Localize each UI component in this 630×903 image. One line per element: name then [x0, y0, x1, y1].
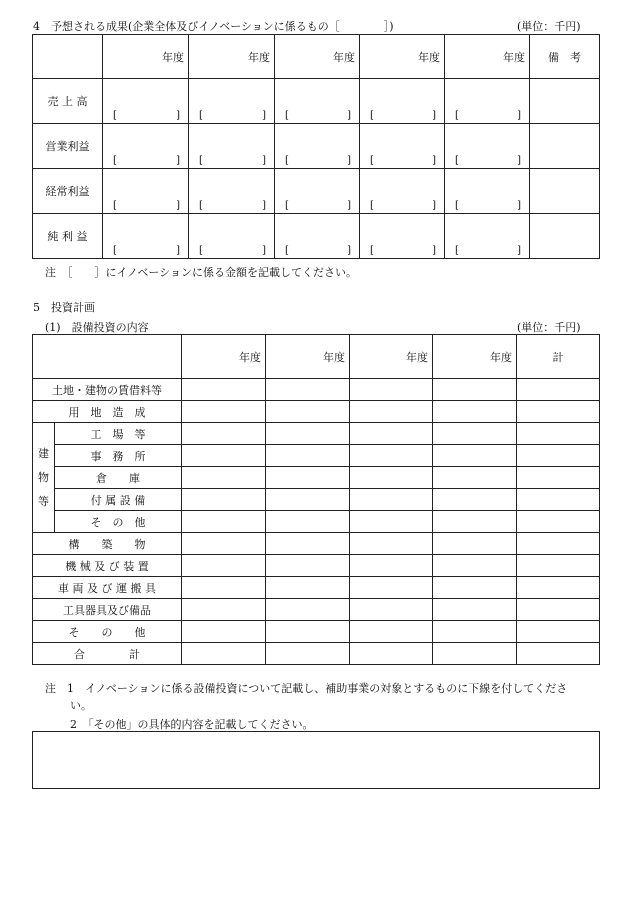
forecast-row-label: 純 利 益	[33, 214, 103, 259]
amount-cell[interactable]	[266, 511, 350, 533]
investment-row-label: 事 務 所	[55, 445, 182, 467]
bracket-cell[interactable]: [ ]	[445, 79, 530, 124]
bracket-cell[interactable]: [ ]	[445, 214, 530, 259]
amount-cell[interactable]	[433, 467, 517, 489]
amount-cell[interactable]	[182, 643, 266, 665]
year-header: 年度	[360, 35, 445, 79]
amount-cell[interactable]	[350, 533, 433, 555]
header-blank	[33, 35, 103, 79]
investment-row	[33, 467, 600, 489]
amount-cell[interactable]	[266, 489, 350, 511]
amount-cell[interactable]	[266, 599, 350, 621]
amount-cell[interactable]	[266, 555, 350, 577]
amount-cell[interactable]	[517, 489, 600, 511]
amount-cell[interactable]	[182, 401, 266, 423]
forecast-row-label: 売 上 高	[33, 79, 103, 124]
amount-cell[interactable]	[182, 467, 266, 489]
investment-row	[33, 489, 600, 511]
amount-cell[interactable]	[266, 577, 350, 599]
amount-cell[interactable]	[182, 533, 266, 555]
investment-total-row	[33, 643, 600, 665]
amount-cell[interactable]	[433, 423, 517, 445]
investment-row	[33, 401, 600, 423]
amount-cell[interactable]	[350, 467, 433, 489]
year-header: 年度	[103, 35, 189, 79]
remarks-header: 備 考	[530, 35, 600, 79]
amount-cell[interactable]	[433, 577, 517, 599]
remarks-cell[interactable]	[530, 124, 600, 169]
section5-note1: 注 1 イノベーションに係る設備投資について記載し、補助事業の対象とするものに下線を付してくださ	[45, 682, 568, 695]
amount-cell[interactable]	[517, 577, 600, 599]
amount-cell[interactable]	[350, 621, 433, 643]
remarks-cell[interactable]	[530, 214, 600, 259]
bracket-cell[interactable]: [ ]	[360, 214, 445, 259]
remarks-cell[interactable]	[530, 79, 600, 124]
amount-cell[interactable]	[517, 467, 600, 489]
amount-cell[interactable]	[266, 533, 350, 555]
forecast-table	[32, 34, 600, 259]
amount-cell[interactable]	[433, 511, 517, 533]
bracket-cell[interactable]: [ ]	[360, 124, 445, 169]
investment-row-label: 合 計	[33, 643, 182, 665]
amount-cell[interactable]	[517, 599, 600, 621]
forecast-row	[33, 124, 600, 169]
section5-subheading: (1) 設備投資の内容	[45, 321, 149, 334]
amount-cell[interactable]	[433, 445, 517, 467]
bracket-cell[interactable]: [ ]	[189, 124, 275, 169]
investment-row-label: 構 築 物	[33, 533, 182, 555]
amount-cell[interactable]	[433, 489, 517, 511]
amount-cell[interactable]	[517, 643, 600, 665]
amount-cell[interactable]	[433, 643, 517, 665]
investment-row	[33, 379, 600, 401]
amount-cell[interactable]	[517, 533, 600, 555]
amount-cell[interactable]	[182, 577, 266, 599]
forecast-row	[33, 169, 600, 214]
total-header: 計	[517, 335, 600, 379]
section4-heading: 4 予想される成果(企業全体及びイノベーションに係るもの［ ］)	[33, 20, 394, 33]
amount-cell[interactable]	[517, 511, 600, 533]
investment-row-label: 工 場 等	[55, 423, 182, 445]
amount-cell[interactable]	[517, 401, 600, 423]
forecast-header-row	[33, 35, 600, 79]
investment-row-label: 機 械 及 び 装 置	[33, 555, 182, 577]
investment-row	[33, 577, 600, 599]
amount-cell[interactable]	[350, 511, 433, 533]
investment-row-label: 倉 庫	[55, 467, 182, 489]
amount-cell[interactable]	[517, 445, 600, 467]
bracket-cell[interactable]: [ ]	[103, 79, 189, 124]
amount-cell[interactable]	[350, 445, 433, 467]
building-group-label: 建 物 等	[33, 423, 55, 533]
amount-cell[interactable]	[517, 423, 600, 445]
amount-cell[interactable]	[433, 533, 517, 555]
amount-cell[interactable]	[266, 423, 350, 445]
amount-cell[interactable]	[433, 401, 517, 423]
bracket-cell[interactable]: [ ]	[103, 124, 189, 169]
bracket-cell[interactable]: [ ]	[275, 169, 360, 214]
year-header: 年度	[266, 335, 350, 379]
forecast-row-label: 経常利益	[33, 169, 103, 214]
amount-cell[interactable]	[182, 599, 266, 621]
year-header: 年度	[350, 335, 433, 379]
amount-cell[interactable]	[182, 379, 266, 401]
bracket-cell[interactable]: [ ]	[275, 79, 360, 124]
amount-cell[interactable]	[433, 599, 517, 621]
amount-cell[interactable]	[433, 379, 517, 401]
amount-cell[interactable]	[182, 489, 266, 511]
investment-row-label: 付 属 設 備	[55, 489, 182, 511]
bracket-cell[interactable]: [ ]	[189, 214, 275, 259]
bracket-cell[interactable]: [ ]	[189, 79, 275, 124]
investment-row-label: 工具器具及び備品	[33, 599, 182, 621]
bracket-cell[interactable]: [ ]	[189, 169, 275, 214]
investment-row-label: そ の 他	[55, 511, 182, 533]
investment-row-label: そ の 他	[33, 621, 182, 643]
investment-row	[33, 555, 600, 577]
amount-cell[interactable]	[266, 445, 350, 467]
header-blank	[33, 335, 182, 379]
amount-cell[interactable]	[350, 555, 433, 577]
investment-row	[33, 445, 600, 467]
investment-row	[33, 423, 600, 445]
amount-cell[interactable]	[350, 599, 433, 621]
section5-unit: (単位：千円)	[517, 321, 581, 334]
investment-row-label: 用 地 造 成	[33, 401, 182, 423]
bracket-cell[interactable]: [ ]	[445, 124, 530, 169]
amount-cell[interactable]	[182, 511, 266, 533]
section5-note1-cont: い。	[70, 699, 92, 712]
bracket-cell[interactable]: [ ]	[103, 214, 189, 259]
year-header: 年度	[275, 35, 360, 79]
amount-cell[interactable]	[350, 489, 433, 511]
amount-cell[interactable]	[517, 555, 600, 577]
section4-note: 注 ［ ］にイノベーションに係る金額を記載してください。	[45, 266, 357, 279]
amount-cell[interactable]	[266, 379, 350, 401]
amount-cell[interactable]	[182, 555, 266, 577]
amount-cell[interactable]	[266, 467, 350, 489]
forecast-row-label: 営業利益	[33, 124, 103, 169]
amount-cell[interactable]	[350, 643, 433, 665]
amount-cell[interactable]	[266, 621, 350, 643]
bracket-cell[interactable]: [ ]	[360, 79, 445, 124]
investment-row	[33, 533, 600, 555]
amount-cell[interactable]	[182, 423, 266, 445]
amount-cell[interactable]	[350, 379, 433, 401]
amount-cell[interactable]	[266, 643, 350, 665]
investment-table	[32, 334, 600, 665]
amount-cell[interactable]	[517, 379, 600, 401]
bracket-cell[interactable]: [ ]	[275, 214, 360, 259]
investment-row-label: 土地・建物の賃借料等	[33, 379, 182, 401]
amount-cell[interactable]	[433, 621, 517, 643]
other-details-box[interactable]	[32, 731, 600, 789]
amount-cell[interactable]	[182, 445, 266, 467]
amount-cell[interactable]	[433, 555, 517, 577]
investment-row-label: 車 両 及 び 運 搬 具	[33, 577, 182, 599]
investment-row	[33, 621, 600, 643]
bracket-cell[interactable]: [ ]	[103, 169, 189, 214]
amount-cell[interactable]	[350, 423, 433, 445]
section5-note2: 2 「その他」の具体的内容を記載してください。	[70, 718, 314, 731]
bracket-cell[interactable]: [ ]	[275, 124, 360, 169]
investment-row	[33, 511, 600, 533]
remarks-cell[interactable]	[530, 169, 600, 214]
section5-heading: 5 投資計画	[33, 301, 95, 314]
investment-row	[33, 599, 600, 621]
bracket-cell[interactable]: [ ]	[445, 169, 530, 214]
forecast-row	[33, 214, 600, 259]
year-header: 年度	[433, 335, 517, 379]
year-header: 年度	[182, 335, 266, 379]
amount-cell[interactable]	[266, 401, 350, 423]
year-header: 年度	[189, 35, 275, 79]
bracket-cell[interactable]: [ ]	[360, 169, 445, 214]
forecast-row	[33, 79, 600, 124]
section4-unit: (単位：千円)	[517, 20, 581, 33]
investment-header-row	[33, 335, 600, 379]
amount-cell[interactable]	[182, 621, 266, 643]
amount-cell[interactable]	[350, 577, 433, 599]
year-header: 年度	[445, 35, 530, 79]
amount-cell[interactable]	[350, 401, 433, 423]
amount-cell[interactable]	[517, 621, 600, 643]
